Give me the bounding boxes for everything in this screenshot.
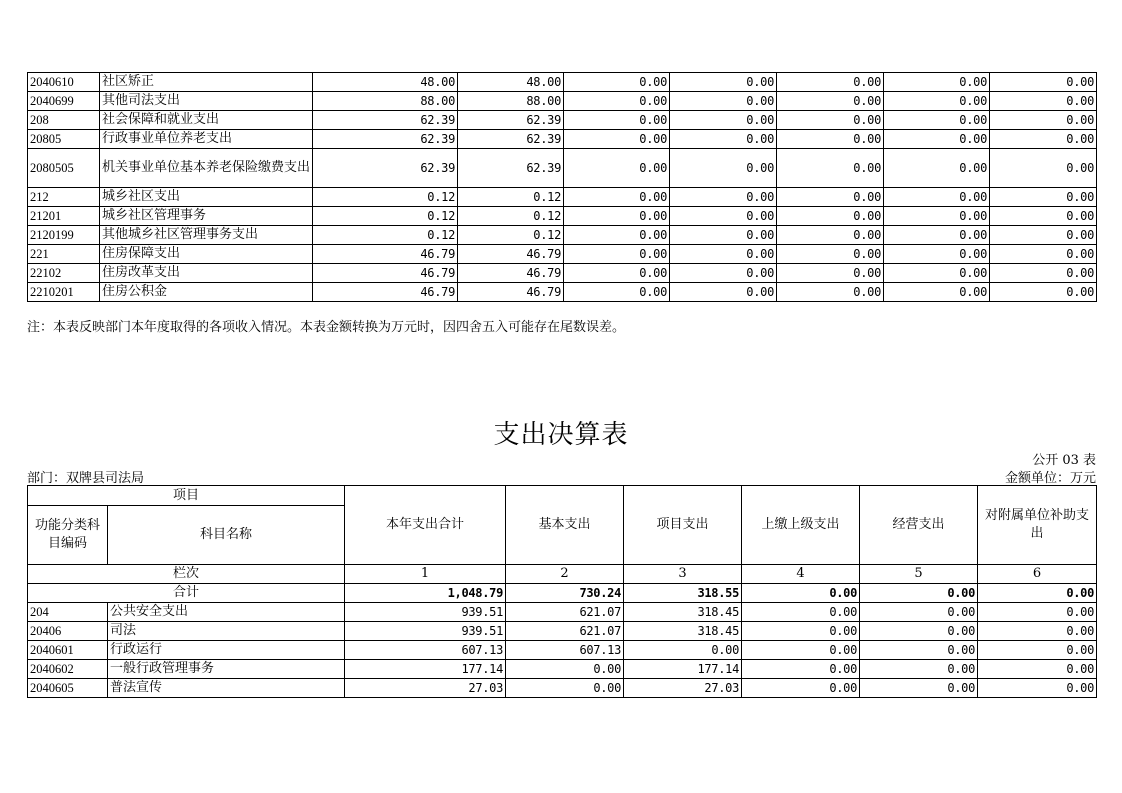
total-label: 合计 [28, 584, 345, 603]
row-name: 机关事业单位基本养老保险缴费支出 [100, 149, 313, 188]
row-value: 177.14 [624, 660, 742, 679]
row-value: 88.00 [458, 92, 564, 111]
row-name: 普法宣传 [108, 679, 345, 698]
column-index: 2 [506, 565, 624, 584]
table-row [28, 641, 1097, 660]
row-name: 城乡社区支出 [100, 188, 313, 207]
row-value: 0.00 [506, 679, 624, 698]
row-value: 0.00 [777, 283, 884, 302]
income-table-continuation [27, 72, 1097, 302]
row-code: 2040602 [28, 660, 108, 679]
row-value: 0.00 [990, 264, 1097, 283]
table-note: 注：本表反映部门本年度取得的各项收入情况。本表金额转换为万元时，因四舍五入可能存在尾数误差。 [27, 320, 626, 335]
row-value: 0.00 [670, 226, 777, 245]
row-value: 0.00 [990, 130, 1097, 149]
row-value: 0.00 [742, 679, 860, 698]
row-value: 0.00 [990, 92, 1097, 111]
row-value: 0.00 [777, 245, 884, 264]
row-value: 0.00 [884, 283, 990, 302]
row-value: 46.79 [458, 283, 564, 302]
table-row [28, 73, 1097, 92]
row-name: 社区矫正 [100, 73, 313, 92]
row-value: 0.12 [458, 226, 564, 245]
row-value: 0.00 [777, 188, 884, 207]
row-value: 27.03 [345, 679, 506, 698]
row-value: 0.00 [777, 264, 884, 283]
row-value: 0.00 [564, 207, 670, 226]
row-value: 0.00 [884, 111, 990, 130]
row-value: 0.00 [860, 603, 978, 622]
table-row [28, 245, 1097, 264]
row-name: 行政事业单位养老支出 [100, 130, 313, 149]
row-value: 0.00 [670, 130, 777, 149]
row-code: 221 [28, 245, 100, 264]
row-value: 0.00 [990, 188, 1097, 207]
row-value: 0.00 [564, 264, 670, 283]
header-name: 科目名称 [108, 506, 345, 565]
row-value: 0.00 [990, 111, 1097, 130]
row-value: 0.00 [624, 641, 742, 660]
row-value: 0.00 [670, 73, 777, 92]
row-value: 0.00 [884, 149, 990, 188]
row-value: 0.00 [990, 207, 1097, 226]
page-title: 支出决算表 [493, 420, 629, 450]
table-row [28, 188, 1097, 207]
row-value: 0.00 [777, 207, 884, 226]
row-value: 0.00 [990, 149, 1097, 188]
expense-table [27, 485, 1097, 698]
row-value: 46.79 [313, 283, 458, 302]
table-row [28, 622, 1097, 641]
row-name: 一般行政管理事务 [108, 660, 345, 679]
row-value: 621.07 [506, 622, 624, 641]
row-name: 住房保障支出 [100, 245, 313, 264]
row-name: 住房公积金 [100, 283, 313, 302]
row-name: 城乡社区管理事务 [100, 207, 313, 226]
row-code: 204 [28, 603, 108, 622]
row-value: 0.00 [884, 207, 990, 226]
row-value: 46.79 [313, 245, 458, 264]
row-value: 0.00 [884, 264, 990, 283]
row-value: 0.00 [564, 149, 670, 188]
row-value: 0.00 [990, 283, 1097, 302]
header-project-expense: 项目支出 [624, 486, 742, 565]
column-index: 4 [742, 565, 860, 584]
row-value: 0.00 [884, 130, 990, 149]
row-name: 其他司法支出 [100, 92, 313, 111]
row-value: 318.45 [624, 622, 742, 641]
row-value: 46.79 [458, 264, 564, 283]
table-row [28, 111, 1097, 130]
table-row [28, 92, 1097, 111]
row-code: 21201 [28, 207, 100, 226]
row-value: 318.45 [624, 603, 742, 622]
row-value: 48.00 [313, 73, 458, 92]
row-value: 0.00 [670, 283, 777, 302]
row-value: 0.00 [978, 679, 1097, 698]
row-value: 177.14 [345, 660, 506, 679]
row-name: 公共安全支出 [108, 603, 345, 622]
row-value: 0.00 [670, 92, 777, 111]
table-row [28, 130, 1097, 149]
amount-unit-label: 金额单位：万元 [1004, 471, 1096, 486]
table-row [28, 226, 1097, 245]
row-code: 208 [28, 111, 100, 130]
row-value: 0.00 [978, 660, 1097, 679]
row-value: 0.00 [564, 130, 670, 149]
total-row [28, 584, 1097, 603]
row-code: 2040699 [28, 92, 100, 111]
row-value: 62.39 [458, 149, 564, 188]
column-index: 6 [978, 565, 1097, 584]
row-value: 0.00 [884, 226, 990, 245]
row-code: 2210201 [28, 283, 100, 302]
row-value: 0.12 [313, 207, 458, 226]
row-value: 0.00 [670, 111, 777, 130]
header-subsidy: 对附属单位补助支出 [978, 486, 1097, 565]
row-value: 939.51 [345, 603, 506, 622]
row-value: 0.00 [978, 622, 1097, 641]
row-name: 行政运行 [108, 641, 345, 660]
form-number: 公开 03 表 [1032, 453, 1096, 468]
total-value: 318.55 [624, 584, 742, 603]
row-value: 0.00 [777, 111, 884, 130]
row-value: 0.00 [860, 679, 978, 698]
row-code: 2040601 [28, 641, 108, 660]
row-value: 46.79 [458, 245, 564, 264]
total-value: 1,048.79 [345, 584, 506, 603]
row-value: 0.00 [777, 130, 884, 149]
row-name: 其他城乡社区管理事务支出 [100, 226, 313, 245]
row-name: 司法 [108, 622, 345, 641]
row-value: 607.13 [345, 641, 506, 660]
row-value: 0.00 [884, 92, 990, 111]
table-row [28, 149, 1097, 188]
column-index: 5 [860, 565, 978, 584]
row-value: 0.00 [884, 245, 990, 264]
row-value: 0.00 [564, 92, 670, 111]
column-index: 1 [345, 565, 506, 584]
row-value: 0.00 [564, 111, 670, 130]
row-value: 46.79 [313, 264, 458, 283]
row-value: 0.12 [313, 226, 458, 245]
row-value: 0.00 [860, 622, 978, 641]
header-code: 功能分类科目编码 [28, 506, 108, 565]
row-code: 2120199 [28, 226, 100, 245]
table-row [28, 660, 1097, 679]
header-project: 项目 [28, 486, 345, 506]
column-index-label: 栏次 [28, 565, 345, 584]
row-value: 62.39 [458, 111, 564, 130]
row-code: 2080505 [28, 149, 100, 188]
row-value: 62.39 [313, 111, 458, 130]
row-value: 0.00 [670, 245, 777, 264]
row-value: 27.03 [624, 679, 742, 698]
row-value: 0.00 [670, 149, 777, 188]
header-total: 本年支出合计 [345, 486, 506, 565]
row-value: 0.00 [978, 603, 1097, 622]
header-business: 经营支出 [860, 486, 978, 565]
row-value: 0.00 [670, 264, 777, 283]
row-value: 0.00 [860, 641, 978, 660]
total-value: 0.00 [860, 584, 978, 603]
table-row [28, 679, 1097, 698]
row-value: 0.00 [564, 245, 670, 264]
row-code: 20406 [28, 622, 108, 641]
row-code: 22102 [28, 264, 100, 283]
row-value: 62.39 [458, 130, 564, 149]
header-upper: 上缴上级支出 [742, 486, 860, 565]
row-value: 0.12 [313, 188, 458, 207]
row-value: 0.00 [670, 188, 777, 207]
row-value: 0.00 [860, 660, 978, 679]
row-value: 0.00 [777, 226, 884, 245]
row-value: 0.00 [564, 226, 670, 245]
row-value: 88.00 [313, 92, 458, 111]
row-value: 0.00 [670, 207, 777, 226]
row-code: 212 [28, 188, 100, 207]
row-value: 0.00 [777, 149, 884, 188]
row-value: 0.00 [742, 603, 860, 622]
row-value: 0.00 [777, 73, 884, 92]
row-value: 0.00 [978, 641, 1097, 660]
table-row [28, 264, 1097, 283]
table-row [28, 207, 1097, 226]
row-value: 0.00 [564, 188, 670, 207]
row-value: 0.12 [458, 207, 564, 226]
row-value: 62.39 [313, 130, 458, 149]
row-value: 939.51 [345, 622, 506, 641]
column-index: 3 [624, 565, 742, 584]
row-value: 607.13 [506, 641, 624, 660]
row-value: 0.00 [884, 188, 990, 207]
table-row [28, 603, 1097, 622]
table-row [28, 283, 1097, 302]
row-value: 0.00 [884, 73, 990, 92]
row-value: 0.00 [564, 283, 670, 302]
row-code: 2040610 [28, 73, 100, 92]
row-value: 0.00 [777, 92, 884, 111]
row-value: 0.00 [742, 622, 860, 641]
row-value: 621.07 [506, 603, 624, 622]
row-code: 20805 [28, 130, 100, 149]
total-value: 0.00 [742, 584, 860, 603]
row-value: 0.00 [506, 660, 624, 679]
row-value: 0.00 [990, 226, 1097, 245]
row-value: 0.12 [458, 188, 564, 207]
total-value: 0.00 [978, 584, 1097, 603]
row-name: 社会保障和就业支出 [100, 111, 313, 130]
row-value: 62.39 [313, 149, 458, 188]
row-code: 2040605 [28, 679, 108, 698]
row-value: 48.00 [458, 73, 564, 92]
row-name: 住房改革支出 [100, 264, 313, 283]
department-label: 部门：双牌县司法局 [27, 471, 145, 486]
row-value: 0.00 [990, 245, 1097, 264]
header-basic: 基本支出 [506, 486, 624, 565]
row-value: 0.00 [990, 73, 1097, 92]
total-value: 730.24 [506, 584, 624, 603]
row-value: 0.00 [742, 641, 860, 660]
row-value: 0.00 [564, 73, 670, 92]
row-value: 0.00 [742, 660, 860, 679]
column-index-row [28, 565, 1097, 584]
